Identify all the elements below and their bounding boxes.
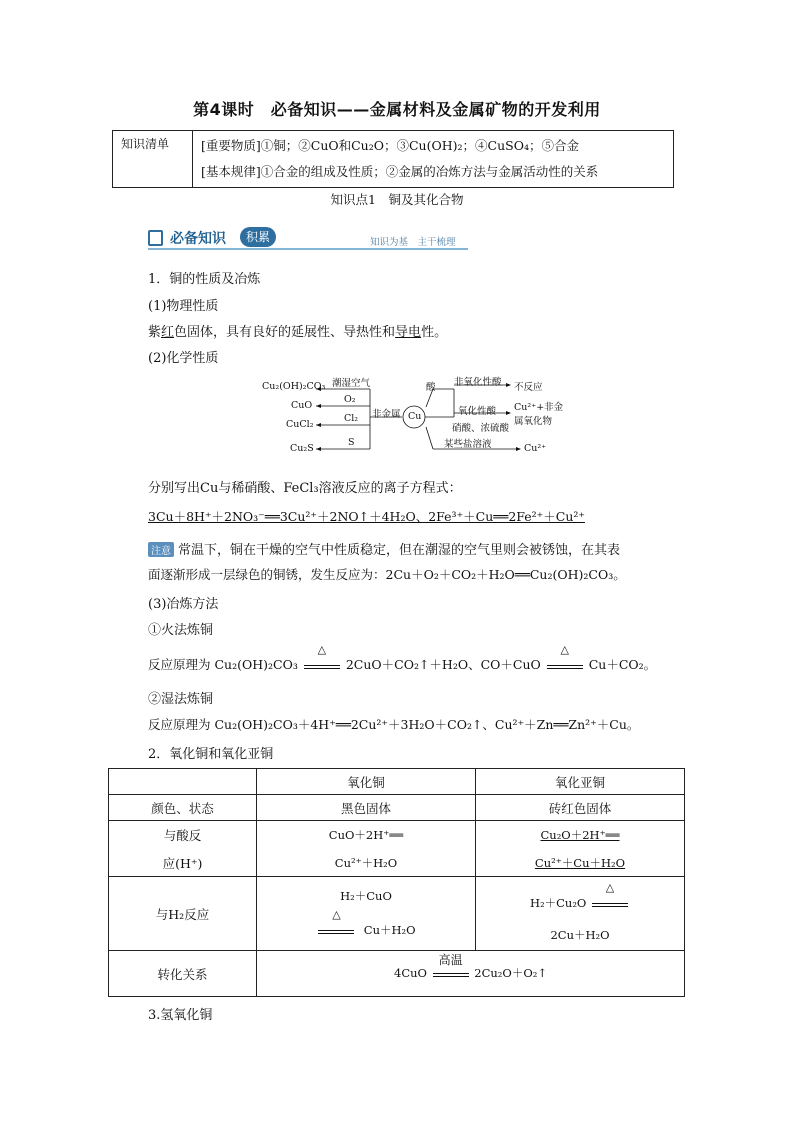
eq-part: H₂＋Cu₂O xyxy=(529,895,587,910)
table-row xyxy=(109,951,685,997)
table-cell xyxy=(257,951,685,997)
reagent-o2: O₂ xyxy=(344,394,356,405)
cell-line: Cu²⁺＋H₂O xyxy=(334,855,398,870)
table-cell xyxy=(109,821,257,877)
basic-laws: [基本规律]①合金的组成及性质；②金属的冶炼方法与金属活动性的关系 xyxy=(201,164,599,179)
result-no-reaction: 不反应 xyxy=(514,382,543,393)
cell-line: 与酸反 xyxy=(163,827,202,843)
knowledge-list-label: 知识清单 xyxy=(113,131,193,187)
eq-part: 反应原理为 Cu₂(OH)₂CO₃ xyxy=(148,657,298,672)
eq-part: Cu＋CO₂。 xyxy=(588,657,657,672)
table-row xyxy=(109,821,685,877)
physical-properties-text xyxy=(148,321,447,340)
table-header: 氧化亚铜 xyxy=(476,769,685,795)
text-part: 性。 xyxy=(421,325,448,340)
table-cell: 黑色固体 xyxy=(257,795,476,821)
banner-title: 必备知识 xyxy=(170,231,226,247)
table-row xyxy=(109,795,685,821)
table-cell xyxy=(109,769,257,795)
table-header: 氧化铜 xyxy=(257,769,476,795)
ionic-equations-answer: 3Cu＋8H⁺＋2NO₃⁻══3Cu²⁺＋2NO↑＋4H₂O、2Fe³⁺＋Cu══2Fe²⁺＋Cu²⁺ xyxy=(148,509,586,524)
table-cell: 与H₂反应 xyxy=(109,877,257,951)
smelting-heading: (3)冶炼方法 xyxy=(148,597,219,612)
result-oxide: 属氧化物 xyxy=(514,416,553,427)
table-cell xyxy=(476,877,685,951)
underlined-answer: 红 xyxy=(161,325,175,340)
cell-line: CuO＋2H⁺══ xyxy=(328,827,404,842)
label-acid: 酸 xyxy=(426,382,436,393)
eq-part: 2Cu₂O＋O₂↑ xyxy=(474,965,547,980)
eq-part: Cu＋H₂O xyxy=(363,922,416,937)
banner-tagline: 知识为基 主干梳理 xyxy=(370,237,456,248)
page-title: 第4课时 必备知识——金属材料及金属矿物的开发利用 xyxy=(193,100,601,119)
copper-reaction-diagram xyxy=(258,373,568,463)
table-cell xyxy=(257,877,476,951)
knowledge-point-title: 知识点1 铜及其化合物 xyxy=(330,192,464,207)
table-cell: 颜色、状态 xyxy=(109,795,257,821)
text-part: 色固体，具有良好的延展性、导热性和 xyxy=(174,325,396,340)
product-cucl2: CuCl₂ xyxy=(286,419,314,430)
cell-line xyxy=(478,880,682,913)
note-line-2: 面逐渐形成一层绿色的铜锈，发生反应为：2Cu＋O₂＋CO₂＋H₂O══Cu₂(OH)₂CO₃。 xyxy=(148,567,626,582)
table-cell: 转化关系 xyxy=(109,951,257,997)
section-heading-2: 2．氧化铜和氧化亚铜 xyxy=(148,747,274,762)
copper-oxides-table xyxy=(108,768,685,997)
question-line: 分别写出Cu与稀硝酸、FeCl₃溶液反应的离子方程式： xyxy=(148,481,462,496)
product-basic-carbonate: Cu₂(OH)₂CO₃ xyxy=(262,381,326,392)
note-tag: 注意 xyxy=(148,542,174,557)
label-oxidizing-acid: 氧化性酸 xyxy=(458,406,497,417)
table-cell: 砖红色固体 xyxy=(476,795,685,821)
underlined-answer: 导电 xyxy=(395,325,422,340)
cell-line: 2Cu＋H₂O xyxy=(550,927,610,942)
note-line-1 xyxy=(148,539,620,558)
heat-symbol: △ xyxy=(317,642,327,656)
knowledge-list-box xyxy=(112,130,674,188)
copper-center: Cu xyxy=(408,411,422,422)
cell-line: H₂＋CuO xyxy=(340,888,392,903)
section-banner xyxy=(148,228,468,250)
table-cell xyxy=(257,821,476,877)
note-text: 常温下，铜在干燥的空气中性质稳定，但在潮湿的空气里则会被锈蚀，在其表 xyxy=(178,543,621,558)
chemical-properties-heading: (2)化学性质 xyxy=(148,351,219,366)
banner-underline xyxy=(148,248,468,250)
high-temp-condition xyxy=(431,952,471,983)
heat-symbol: △ xyxy=(560,642,569,656)
table-row xyxy=(109,769,685,795)
heat-condition xyxy=(545,642,585,675)
wet-refining-heading: ②湿法炼铜 xyxy=(148,692,214,707)
wet-refining-equation: 反应原理为 Cu₂(OH)₂CO₃＋4H⁺══2Cu²⁺＋3H₂O＋CO₂↑、Cu²⁺＋Zn══Zn²⁺＋Cu。 xyxy=(148,717,640,732)
banner-badge: 积累 xyxy=(240,227,276,247)
eq-part: 4CuO xyxy=(394,965,427,980)
result-cu2-nonmetal: Cu²⁺+非金 xyxy=(514,402,564,413)
heat-condition xyxy=(302,642,342,675)
label-salt-solution: 某些盐溶液 xyxy=(444,439,492,450)
eq-part: 2CuO＋CO₂↑＋H₂O、CO＋CuO xyxy=(345,657,541,672)
heat-condition xyxy=(316,907,356,940)
cell-line: Cu²⁺＋Cu＋H₂O xyxy=(534,855,626,870)
condition-text: 高温 xyxy=(438,952,463,967)
table-cell xyxy=(476,821,685,877)
cell-line: Cu₂O＋2H⁺══ xyxy=(540,827,620,842)
section-heading-1: 1．铜的性质及冶炼 xyxy=(148,272,261,287)
key-substances: [重要物质]①铜；②CuO和Cu₂O；③Cu(OH)₂；④CuSO₄；⑤合金 xyxy=(201,138,579,153)
heat-symbol: △ xyxy=(605,880,615,894)
fire-refining-heading: ①火法炼铜 xyxy=(148,623,214,638)
fire-refining-equation xyxy=(148,642,657,675)
cell-line xyxy=(259,907,473,940)
heat-condition xyxy=(590,880,630,913)
reagent-humid-air: 潮湿空气 xyxy=(332,378,371,389)
physical-properties-heading: (1)物理性质 xyxy=(148,299,219,314)
cell-line: 应(H⁺) xyxy=(162,855,203,871)
label-nonoxidizing-acid: 非氧化性酸 xyxy=(454,377,502,388)
product-cu2s: Cu₂S xyxy=(290,443,314,454)
text-part: 紫 xyxy=(148,325,162,340)
reagent-s: S xyxy=(348,437,355,448)
label-nitric-sulfuric: 硝酸、浓硫酸 xyxy=(452,423,510,434)
table-row xyxy=(109,877,685,951)
label-nonmetal: 非金属 xyxy=(372,409,401,420)
book-icon xyxy=(148,230,163,246)
result-cu2: Cu²⁺ xyxy=(524,443,547,454)
reagent-cl2: Cl₂ xyxy=(344,413,359,424)
section-heading-3: 3.氢氧化铜 xyxy=(148,1008,213,1023)
product-cuo: CuO xyxy=(291,400,313,411)
heat-symbol: △ xyxy=(332,907,341,921)
